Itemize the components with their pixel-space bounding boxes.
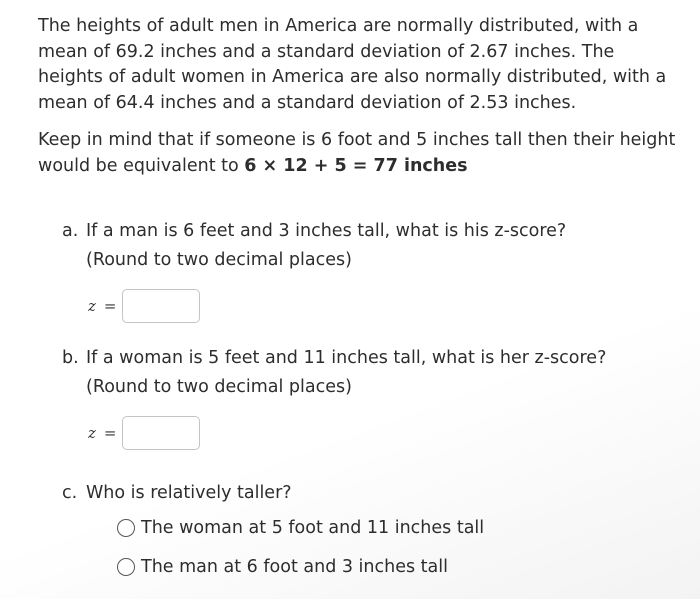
radio-button-icon[interactable] xyxy=(117,558,135,576)
question-a-instruction: (Round to two decimal places) xyxy=(86,250,352,270)
question-c-text: Who is relatively taller? xyxy=(86,483,292,503)
z-score-input-b[interactable] xyxy=(122,416,200,450)
question-b-text xyxy=(86,344,666,402)
answer-row-b xyxy=(88,416,200,450)
radio-button-icon[interactable] xyxy=(117,519,135,537)
option-woman[interactable] xyxy=(117,518,484,538)
z-variable: z xyxy=(88,297,96,315)
question-a-prompt: If a man is 6 feet and 3 inches tall, what is his z-score? xyxy=(86,221,567,241)
z-variable: z xyxy=(88,424,96,442)
question-b-instruction: (Round to two decimal places) xyxy=(86,377,352,397)
question-b-label: b. xyxy=(62,348,79,368)
hint-text xyxy=(38,128,678,179)
answer-row-a xyxy=(88,289,200,323)
equals-sign: = xyxy=(103,297,117,315)
question-a-label: a. xyxy=(62,221,79,241)
hint-sentence: Keep in mind that if someone is 6 foot and 5 inches tall then their height would be equivalent to xyxy=(38,130,676,176)
question-c-label: c. xyxy=(62,483,78,503)
equals-sign: = xyxy=(103,424,117,442)
option-man-label: The man at 6 foot and 3 inches tall xyxy=(141,557,448,577)
option-man[interactable] xyxy=(117,557,448,577)
hint-formula: 6 × 12 + 5 = 77 inches xyxy=(244,155,468,176)
option-woman-label: The woman at 5 foot and 11 inches tall xyxy=(141,518,485,538)
z-score-input-a[interactable] xyxy=(122,289,200,323)
problem-intro: The heights of adult men in America are normally distributed, with a mean of 69.2 inches and a standard deviation of 2.67 inches. The heights of adult women in America are also normally distributed, with a mean of 64.4 inches and a standard deviation of 2.53 inches. xyxy=(38,16,667,113)
question-a-text xyxy=(86,217,666,275)
question-b-prompt: If a woman is 5 feet and 11 inches tall, what is her z-score? xyxy=(86,348,607,368)
